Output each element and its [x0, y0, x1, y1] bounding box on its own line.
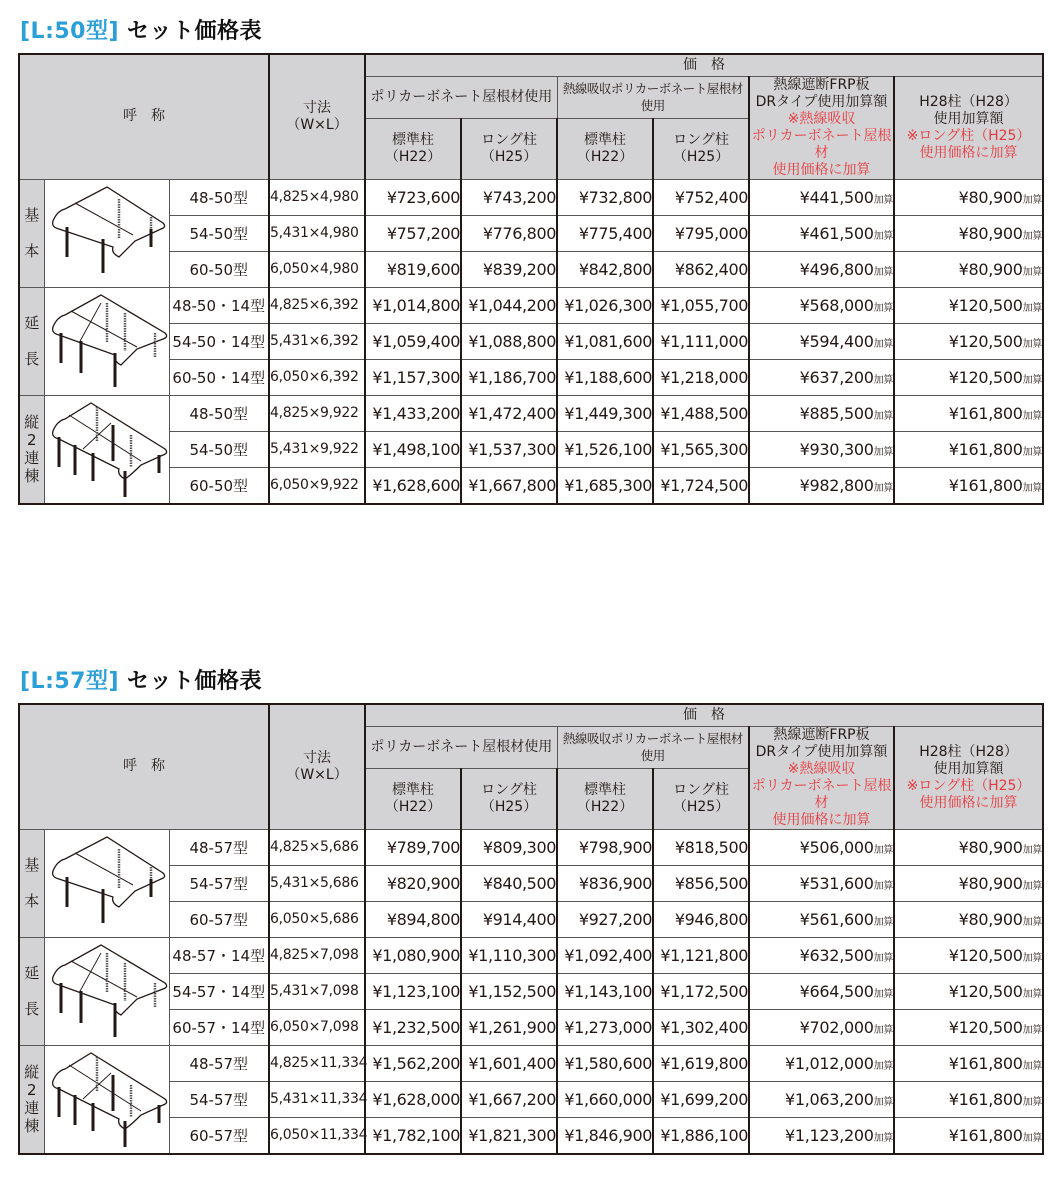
price-frp-addition — [749, 973, 894, 1009]
price-h28-addition — [894, 937, 1043, 973]
addition-suffix: 加算 — [1022, 410, 1043, 422]
table-row — [19, 829, 1043, 865]
amount: ¥80,900 — [958, 873, 1023, 893]
addition-suffix: 加算 — [1022, 338, 1043, 350]
price-h28-addition — [894, 431, 1043, 467]
section-title — [20, 14, 262, 45]
price-frp-addition — [749, 1117, 894, 1154]
price-frp-addition — [749, 323, 894, 359]
model-name: 54-57・14型 — [169, 973, 269, 1009]
price-h28-addition — [894, 1009, 1043, 1045]
amount: ¥637,200 — [799, 367, 874, 387]
addition-suffix: 加算 — [1022, 952, 1043, 964]
addition-suffix: 加算 — [873, 194, 894, 206]
amount: ¥120,500 — [948, 945, 1023, 965]
amount: ¥885,500 — [799, 403, 874, 423]
addition-suffix: 加算 — [873, 266, 894, 278]
model-name: 60-50・14型 — [169, 359, 269, 395]
price-heat-long-post: ¥1,565,300 — [653, 431, 749, 467]
model-name: 54-50・14型 — [169, 323, 269, 359]
dimensions: 5,431×5,686 — [269, 865, 365, 901]
addition-suffix: 加算 — [873, 1132, 894, 1144]
price-h28-addition — [894, 1081, 1043, 1117]
price-poly-standard-post: ¥1,014,800 — [365, 287, 461, 323]
amount: ¥1,012,000 — [785, 1053, 874, 1073]
addition-suffix: 加算 — [873, 988, 894, 1000]
price-heat-standard-post: ¥1,143,100 — [557, 973, 653, 1009]
amount: ¥80,900 — [958, 187, 1023, 207]
addition-suffix: 加算 — [1022, 1060, 1043, 1072]
carport-diagram-icon — [44, 179, 169, 287]
price-heat-standard-post: ¥1,580,600 — [557, 1045, 653, 1081]
amount: ¥506,000 — [799, 837, 874, 857]
addition-suffix: 加算 — [873, 374, 894, 386]
addition-suffix: 加算 — [873, 230, 894, 242]
price-poly-long-post: ¥1,667,800 — [461, 467, 557, 504]
price-poly-standard-post: ¥819,600 — [365, 251, 461, 287]
table-row — [19, 901, 1043, 937]
group-label: 延 長 — [19, 937, 44, 1045]
price-table — [18, 53, 1044, 505]
carport-diagram-icon — [44, 287, 169, 395]
header-heat-absorb: 熱線吸収ポリカーボネート屋根材使用 — [557, 726, 749, 769]
price-frp-addition — [749, 395, 894, 431]
price-h28-addition — [894, 359, 1043, 395]
price-heat-long-post: ¥1,886,100 — [653, 1117, 749, 1154]
header-frp: 熱線遮断FRP板 DRタイプ使用加算額 ※熱線吸収 ポリカーボネート屋根材 使用価格に加算 — [749, 76, 894, 179]
amount: ¥120,500 — [948, 1017, 1023, 1037]
price-frp-addition — [749, 829, 894, 865]
group-label: 基 本 — [19, 829, 44, 937]
dimensions: 5,431×4,980 — [269, 215, 365, 251]
table-row — [19, 431, 1043, 467]
model-name: 54-57型 — [169, 865, 269, 901]
price-frp-addition — [749, 179, 894, 215]
price-heat-standard-post: ¥927,200 — [557, 901, 653, 937]
addition-suffix: 加算 — [873, 1096, 894, 1108]
amount: ¥80,900 — [958, 837, 1023, 857]
header-polycarbonate: ポリカーボネート屋根材使用 — [365, 726, 557, 769]
price-heat-long-post: ¥1,699,200 — [653, 1081, 749, 1117]
dimensions: 4,825×6,392 — [269, 287, 365, 323]
price-table — [18, 703, 1044, 1155]
addition-suffix: 加算 — [1022, 1024, 1043, 1036]
price-poly-standard-post: ¥1,080,900 — [365, 937, 461, 973]
addition-suffix: 加算 — [873, 916, 894, 928]
model-name: 48-57・14型 — [169, 937, 269, 973]
amount: ¥702,000 — [799, 1017, 874, 1037]
addition-suffix: 加算 — [873, 482, 894, 494]
price-poly-long-post: ¥840,500 — [461, 865, 557, 901]
price-heat-long-post: ¥856,500 — [653, 865, 749, 901]
price-frp-addition — [749, 251, 894, 287]
header-heat-absorb: 熱線吸収ポリカーボネート屋根材使用 — [557, 76, 749, 119]
price-frp-addition — [749, 287, 894, 323]
amount: ¥441,500 — [799, 187, 874, 207]
table-row — [19, 395, 1043, 431]
addition-suffix: 加算 — [873, 446, 894, 458]
price-h28-addition — [894, 1045, 1043, 1081]
dimensions: 4,825×4,980 — [269, 179, 365, 215]
price-heat-long-post: ¥1,055,700 — [653, 287, 749, 323]
price-poly-long-post: ¥809,300 — [461, 829, 557, 865]
price-poly-standard-post: ¥1,433,200 — [365, 395, 461, 431]
price-poly-long-post: ¥1,110,300 — [461, 937, 557, 973]
addition-suffix: 加算 — [1022, 446, 1043, 458]
header-poly-long-post: ロング柱 （H25） — [461, 769, 557, 829]
dimensions: 5,431×7,098 — [269, 973, 365, 1009]
price-poly-long-post: ¥1,667,200 — [461, 1081, 557, 1117]
price-heat-long-post: ¥752,400 — [653, 179, 749, 215]
table-body — [19, 179, 1043, 504]
price-frp-addition — [749, 1009, 894, 1045]
carport-diagram-icon — [44, 1045, 169, 1154]
amount: ¥80,900 — [958, 259, 1023, 279]
price-h28-addition — [894, 901, 1043, 937]
price-h28-addition — [894, 865, 1043, 901]
header-price-group: 価 格 — [365, 54, 1043, 76]
price-frp-addition — [749, 1045, 894, 1081]
price-heat-standard-post: ¥798,900 — [557, 829, 653, 865]
amount: ¥161,800 — [948, 403, 1023, 423]
header-h28: H28柱（H28） 使用加算額 ※ロング柱（H25） 使用価格に加算 — [894, 76, 1043, 179]
price-h28-addition — [894, 215, 1043, 251]
price-frp-addition — [749, 901, 894, 937]
amount: ¥120,500 — [948, 981, 1023, 1001]
price-heat-standard-post: ¥732,800 — [557, 179, 653, 215]
header-heat-standard-post: 標準柱 （H22） — [557, 769, 653, 829]
amount: ¥982,800 — [799, 475, 874, 495]
price-heat-long-post: ¥818,500 — [653, 829, 749, 865]
amount: ¥80,900 — [958, 909, 1023, 929]
amount: ¥80,900 — [958, 223, 1023, 243]
price-heat-standard-post: ¥1,081,600 — [557, 323, 653, 359]
addition-suffix: 加算 — [1022, 880, 1043, 892]
price-poly-long-post: ¥743,200 — [461, 179, 557, 215]
dimensions: 4,825×9,922 — [269, 395, 365, 431]
dimensions: 6,050×4,980 — [269, 251, 365, 287]
model-name: 48-50型 — [169, 179, 269, 215]
table-row — [19, 179, 1043, 215]
price-heat-long-post: ¥1,111,000 — [653, 323, 749, 359]
group-label: 基 本 — [19, 179, 44, 287]
table-row — [19, 287, 1043, 323]
amount: ¥161,800 — [948, 1053, 1023, 1073]
addition-suffix: 加算 — [873, 880, 894, 892]
amount: ¥496,800 — [799, 259, 874, 279]
price-heat-standard-post: ¥1,685,300 — [557, 467, 653, 504]
table-row — [19, 1117, 1043, 1154]
price-heat-standard-post: ¥1,026,300 — [557, 287, 653, 323]
price-heat-long-post: ¥1,619,800 — [653, 1045, 749, 1081]
addition-suffix: 加算 — [1022, 302, 1043, 314]
amount: ¥1,123,200 — [785, 1125, 874, 1145]
dimensions: 6,050×5,686 — [269, 901, 365, 937]
price-h28-addition — [894, 287, 1043, 323]
amount: ¥664,500 — [799, 981, 874, 1001]
price-frp-addition — [749, 215, 894, 251]
addition-suffix: 加算 — [873, 1060, 894, 1072]
model-name: 60-50型 — [169, 467, 269, 504]
model-name: 60-57型 — [169, 901, 269, 937]
model-name: 48-57型 — [169, 829, 269, 865]
price-poly-long-post: ¥1,601,400 — [461, 1045, 557, 1081]
price-heat-standard-post: ¥842,800 — [557, 251, 653, 287]
group-label: 縦 2 連 棟 — [19, 1045, 44, 1154]
table-header — [19, 54, 1043, 179]
carport-diagram-icon — [44, 829, 169, 937]
model-name: 60-57型 — [169, 1117, 269, 1154]
model-name: 48-57型 — [169, 1045, 269, 1081]
dimensions: 4,825×11,334 — [269, 1045, 365, 1081]
table-row — [19, 251, 1043, 287]
price-poly-standard-post: ¥1,628,000 — [365, 1081, 461, 1117]
price-heat-long-post: ¥1,724,500 — [653, 467, 749, 504]
addition-suffix: 加算 — [1022, 482, 1043, 494]
price-heat-standard-post: ¥836,900 — [557, 865, 653, 901]
addition-suffix: 加算 — [873, 410, 894, 422]
dimensions: 6,050×9,922 — [269, 467, 365, 504]
price-poly-long-post: ¥1,821,300 — [461, 1117, 557, 1154]
price-poly-standard-post: ¥1,123,100 — [365, 973, 461, 1009]
price-h28-addition — [894, 829, 1043, 865]
model-label: [L:57型] — [20, 669, 120, 694]
model-name: 48-50型 — [169, 395, 269, 431]
addition-suffix: 加算 — [1022, 988, 1043, 1000]
price-poly-standard-post: ¥1,157,300 — [365, 359, 461, 395]
price-poly-standard-post: ¥1,562,200 — [365, 1045, 461, 1081]
table-row — [19, 1081, 1043, 1117]
header-poly-long-post: ロング柱 （H25） — [461, 119, 557, 179]
dimensions: 5,431×6,392 — [269, 323, 365, 359]
model-label: [L:50型] — [20, 19, 120, 44]
price-poly-standard-post: ¥789,700 — [365, 829, 461, 865]
header-name-col: 呼 称 — [19, 54, 269, 179]
header-polycarbonate: ポリカーボネート屋根材使用 — [365, 76, 557, 119]
model-name: 48-50・14型 — [169, 287, 269, 323]
addition-suffix: 加算 — [1022, 1096, 1043, 1108]
addition-suffix: 加算 — [1022, 194, 1043, 206]
model-name: 60-50型 — [169, 251, 269, 287]
table-row — [19, 215, 1043, 251]
price-h28-addition — [894, 179, 1043, 215]
model-name: 54-50型 — [169, 431, 269, 467]
price-poly-long-post: ¥776,800 — [461, 215, 557, 251]
dimensions: 6,050×7,098 — [269, 1009, 365, 1045]
addition-suffix: 加算 — [1022, 266, 1043, 278]
price-heat-standard-post: ¥1,092,400 — [557, 937, 653, 973]
price-heat-long-post: ¥1,488,500 — [653, 395, 749, 431]
amount: ¥161,800 — [948, 439, 1023, 459]
addition-suffix: 加算 — [873, 1024, 894, 1036]
price-poly-standard-post: ¥1,232,500 — [365, 1009, 461, 1045]
price-h28-addition — [894, 251, 1043, 287]
price-frp-addition — [749, 359, 894, 395]
price-frp-addition — [749, 431, 894, 467]
price-poly-standard-post: ¥1,782,100 — [365, 1117, 461, 1154]
price-heat-long-post: ¥1,302,400 — [653, 1009, 749, 1045]
price-heat-standard-post: ¥1,526,100 — [557, 431, 653, 467]
dimensions: 6,050×11,334 — [269, 1117, 365, 1154]
addition-suffix: 加算 — [873, 302, 894, 314]
carport-diagram-icon — [44, 395, 169, 504]
price-h28-addition — [894, 323, 1043, 359]
price-poly-long-post: ¥914,400 — [461, 901, 557, 937]
table-body — [19, 829, 1043, 1154]
amount: ¥531,600 — [799, 873, 874, 893]
table-row — [19, 937, 1043, 973]
addition-suffix: 加算 — [873, 338, 894, 350]
dimensions: 4,825×5,686 — [269, 829, 365, 865]
price-heat-standard-post: ¥1,188,600 — [557, 359, 653, 395]
group-label: 縦 2 連 棟 — [19, 395, 44, 504]
price-poly-long-post: ¥1,186,700 — [461, 359, 557, 395]
header-heat-long-post: ロング柱 （H25） — [653, 119, 749, 179]
addition-suffix: 加算 — [1022, 844, 1043, 856]
price-poly-standard-post: ¥894,800 — [365, 901, 461, 937]
addition-suffix: 加算 — [873, 952, 894, 964]
table-row — [19, 467, 1043, 504]
price-heat-standard-post: ¥1,449,300 — [557, 395, 653, 431]
amount: ¥1,063,200 — [785, 1089, 874, 1109]
price-poly-long-post: ¥1,472,400 — [461, 395, 557, 431]
price-heat-long-post: ¥795,000 — [653, 215, 749, 251]
section-title — [20, 664, 262, 695]
price-poly-standard-post: ¥723,600 — [365, 179, 461, 215]
price-heat-standard-post: ¥775,400 — [557, 215, 653, 251]
price-heat-long-post: ¥946,800 — [653, 901, 749, 937]
amount: ¥120,500 — [948, 295, 1023, 315]
amount: ¥594,400 — [799, 331, 874, 351]
addition-suffix: 加算 — [1022, 230, 1043, 242]
price-poly-long-post: ¥1,044,200 — [461, 287, 557, 323]
model-name: 54-50型 — [169, 215, 269, 251]
header-heat-standard-post: 標準柱 （H22） — [557, 119, 653, 179]
price-heat-long-post: ¥862,400 — [653, 251, 749, 287]
amount: ¥930,300 — [799, 439, 874, 459]
amount: ¥461,500 — [799, 223, 874, 243]
price-heat-standard-post: ¥1,273,000 — [557, 1009, 653, 1045]
table-row — [19, 1045, 1043, 1081]
addition-suffix: 加算 — [873, 844, 894, 856]
group-label: 延 長 — [19, 287, 44, 395]
header-h28: H28柱（H28） 使用加算額 ※ロング柱（H25） 使用価格に加算 — [894, 726, 1043, 829]
price-frp-addition — [749, 937, 894, 973]
header-heat-long-post: ロング柱 （H25） — [653, 769, 749, 829]
amount: ¥161,800 — [948, 1125, 1023, 1145]
addition-suffix: 加算 — [1022, 374, 1043, 386]
table-header — [19, 704, 1043, 829]
price-poly-standard-post: ¥1,498,100 — [365, 431, 461, 467]
price-poly-long-post: ¥1,537,300 — [461, 431, 557, 467]
amount: ¥632,500 — [799, 945, 874, 965]
amount: ¥120,500 — [948, 331, 1023, 351]
model-name: 54-57型 — [169, 1081, 269, 1117]
price-poly-long-post: ¥1,088,800 — [461, 323, 557, 359]
dimensions: 6,050×6,392 — [269, 359, 365, 395]
price-poly-standard-post: ¥820,900 — [365, 865, 461, 901]
dimensions: 4,825×7,098 — [269, 937, 365, 973]
price-frp-addition — [749, 865, 894, 901]
price-heat-long-post: ¥1,218,000 — [653, 359, 749, 395]
price-poly-long-post: ¥1,261,900 — [461, 1009, 557, 1045]
price-frp-addition — [749, 467, 894, 504]
table-title: セット価格表 — [127, 19, 263, 44]
price-h28-addition — [894, 395, 1043, 431]
amount: ¥120,500 — [948, 367, 1023, 387]
header-poly-standard-post: 標準柱 （H22） — [365, 119, 461, 179]
amount: ¥568,000 — [799, 295, 874, 315]
amount: ¥561,600 — [799, 909, 874, 929]
header-frp: 熱線遮断FRP板 DRタイプ使用加算額 ※熱線吸収 ポリカーボネート屋根材 使用価格に加算 — [749, 726, 894, 829]
price-frp-addition — [749, 1081, 894, 1117]
header-name-col: 呼 称 — [19, 704, 269, 829]
model-name: 60-57・14型 — [169, 1009, 269, 1045]
price-heat-long-post: ¥1,121,800 — [653, 937, 749, 973]
price-h28-addition — [894, 467, 1043, 504]
price-poly-standard-post: ¥757,200 — [365, 215, 461, 251]
amount: ¥161,800 — [948, 1089, 1023, 1109]
price-heat-standard-post: ¥1,660,000 — [557, 1081, 653, 1117]
table-row — [19, 973, 1043, 1009]
table-row — [19, 865, 1043, 901]
carport-diagram-icon — [44, 937, 169, 1045]
price-poly-standard-post: ¥1,059,400 — [365, 323, 461, 359]
price-h28-addition — [894, 1117, 1043, 1154]
table-row — [19, 359, 1043, 395]
price-poly-long-post: ¥839,200 — [461, 251, 557, 287]
price-heat-standard-post: ¥1,846,900 — [557, 1117, 653, 1154]
table-row — [19, 1009, 1043, 1045]
price-poly-long-post: ¥1,152,500 — [461, 973, 557, 1009]
dimensions: 5,431×9,922 — [269, 431, 365, 467]
table-row — [19, 323, 1043, 359]
price-poly-standard-post: ¥1,628,600 — [365, 467, 461, 504]
table-title: セット価格表 — [127, 669, 263, 694]
header-size-col: 寸法 （W×L） — [269, 704, 365, 829]
header-poly-standard-post: 標準柱 （H22） — [365, 769, 461, 829]
header-price-group: 価 格 — [365, 704, 1043, 726]
amount: ¥161,800 — [948, 475, 1023, 495]
price-heat-long-post: ¥1,172,500 — [653, 973, 749, 1009]
addition-suffix: 加算 — [1022, 1132, 1043, 1144]
dimensions: 5,431×11,334 — [269, 1081, 365, 1117]
addition-suffix: 加算 — [1022, 916, 1043, 928]
price-h28-addition — [894, 973, 1043, 1009]
header-size-col: 寸法 （W×L） — [269, 54, 365, 179]
